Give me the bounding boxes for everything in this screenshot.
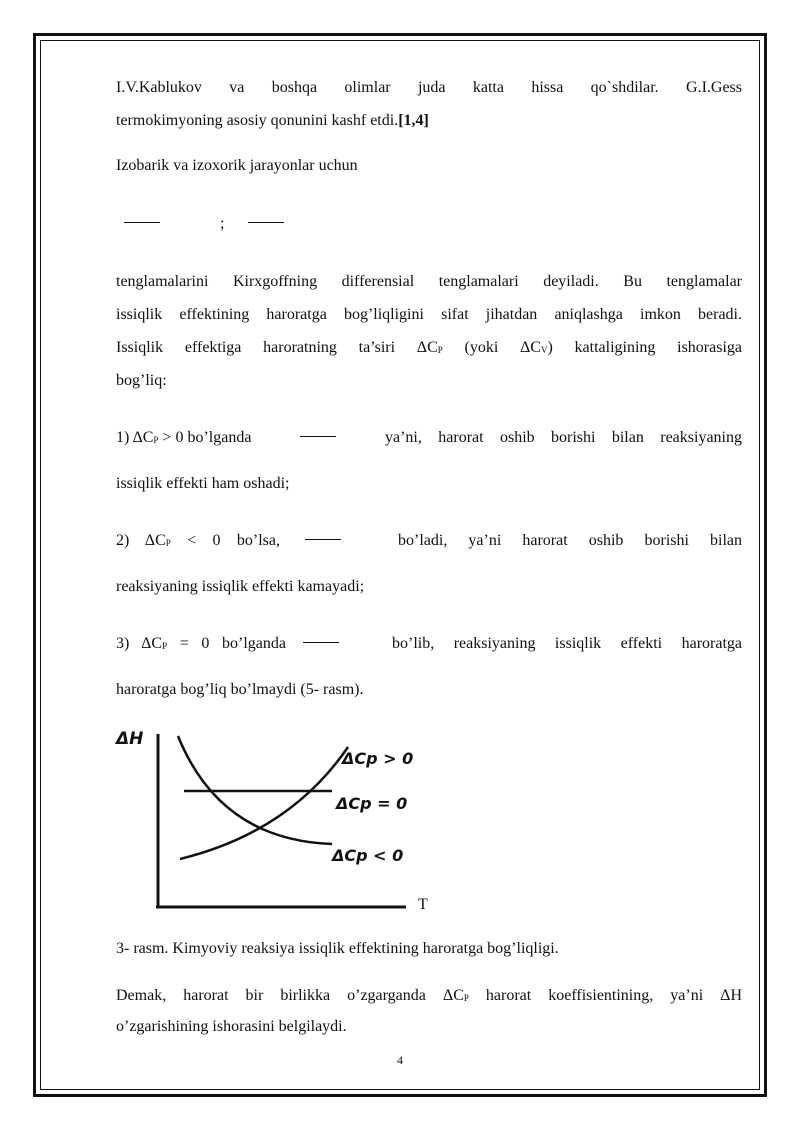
case-1-text-a: 1) ΔC: [116, 429, 154, 446]
paragraph-4-text-b: harorat koeffisientining, ya’ni ΔH: [468, 987, 743, 1004]
paragraph-1-text: termokimyoning asosiy qonunini kashf etdi.: [116, 112, 399, 129]
paragraph-3-line-1: tenglamalarini Kirxgoffning differensial tenglamalari deyiladi. Bu tenglamalar: [116, 273, 742, 290]
page-border-inner: [40, 40, 760, 1090]
reference-citation: [1,4]: [398, 112, 429, 129]
figure-caption: 3- rasm. Kimyoviy reaksiya issiqlik effektining haroratga bog’liqligi.: [116, 940, 559, 957]
enthalpy-temperature-figure: [110, 722, 440, 922]
y-axis-label: ΔH: [116, 729, 144, 749]
label-cp-negative: ΔCp < 0: [332, 846, 404, 865]
case-1-subscript: P: [153, 435, 159, 445]
case-2-text-a: 2) ΔC: [116, 532, 166, 549]
paragraph-4-line-2: o’zgarishining ishorasini belgilaydi.: [116, 1018, 347, 1035]
case-3-condition: [116, 634, 286, 656]
case-2-condition: [116, 531, 280, 553]
equation-fraction-bar-1: [124, 222, 160, 223]
paragraph-3-text-a: Issiqlik effektiga haroratning ta’siri ΔC: [116, 339, 438, 356]
case-2-text-b: < 0 bo’lsa,: [170, 532, 281, 549]
paragraph-4-text-a: Demak, harorat bir birlikka o’zgarganda ΔC: [116, 987, 464, 1004]
case-2-line-2: reaksiyaning issiqlik effekti kamayadi;: [116, 578, 365, 595]
label-cp-positive: ΔCp > 0: [342, 749, 414, 768]
subscript-v: V: [540, 345, 548, 355]
equation-separator: ;: [220, 215, 225, 232]
curve-increasing: [180, 747, 348, 859]
label-cp-zero: ΔCp = 0: [336, 794, 408, 813]
case-1-text-b: > 0 bo’lganda: [158, 429, 252, 446]
case-2-fraction-bar: [305, 539, 341, 540]
paragraph-3-line-3: [116, 338, 742, 360]
case-3-text-a: 3) ΔC: [116, 635, 163, 652]
case-1-conclusion: ya’ni, harorat oshib borishi bilan reaksiyaning: [385, 429, 742, 446]
equation-fraction-bar-2: [248, 222, 284, 223]
paragraph-2: Izobarik va izoxorik jarayonlar uchun: [116, 157, 358, 174]
case-1-line-2: issiqlik effekti ham oshadi;: [116, 475, 290, 492]
case-1-condition: [116, 428, 251, 450]
case-3-line-2: haroratga bog’liq bo’lmaydi (5- rasm).: [116, 681, 364, 698]
case-1-fraction-bar: [300, 436, 336, 437]
case-2-conclusion: bo’ladi, ya’ni harorat oshib borishi bilan: [398, 532, 742, 549]
case-2-subscript: P: [165, 538, 171, 548]
case-3-subscript: P: [162, 641, 168, 651]
page-number: 4: [397, 1053, 403, 1067]
case-3-fraction-bar: [303, 642, 339, 643]
paragraph-3-line-2: issiqlik effektining haroratga bog’liqligini sifat jihatdan aniqlashga imkon beradi.: [116, 306, 742, 323]
paragraph-1-line-1: I.V.Kablukov va boshqa olimlar juda katta hissa qo`shdilar. G.I.Gess: [116, 79, 742, 96]
paragraph-3-text-c: ) kattaligining ishorasiga: [547, 339, 743, 356]
case-3-text-b: = 0 bo’lganda: [167, 635, 287, 652]
x-axis-label: T: [418, 896, 428, 913]
paragraph-4-subscript: P: [463, 993, 469, 1003]
paragraph-3-line-4: bog’liq:: [116, 372, 167, 389]
case-3-conclusion: bo’lib, reaksiyaning issiqlik effekti haroratga: [392, 635, 742, 652]
paragraph-3-text-b: (yoki ΔC: [442, 339, 541, 356]
paragraph-4-line-1: [116, 986, 742, 1008]
paragraph-1-line-2: [116, 111, 742, 131]
subscript-p: P: [437, 345, 443, 355]
